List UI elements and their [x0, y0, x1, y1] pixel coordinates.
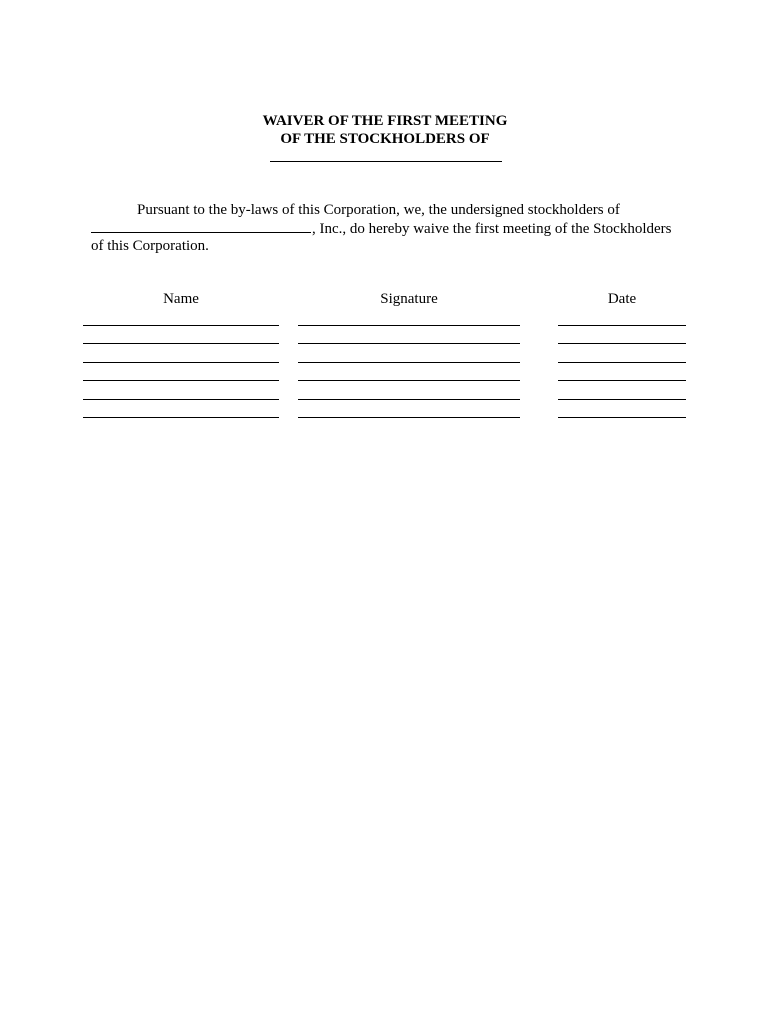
paragraph-line-2	[91, 219, 671, 238]
date-line-row-5[interactable]	[558, 399, 686, 400]
paragraph-line-1: Pursuant to the by-laws of this Corporation, we, the undersigned stockholders of	[137, 202, 620, 218]
paragraph-line-2-text: , Inc., do hereby waive the first meeting of the Stockholders	[312, 221, 672, 237]
name-line-row-4[interactable]	[83, 380, 279, 381]
column-header-signature: Signature	[380, 291, 438, 307]
date-line-row-2[interactable]	[558, 343, 686, 344]
company-name-blank[interactable]	[91, 219, 311, 233]
paragraph-line-3: of this Corporation.	[91, 238, 209, 254]
document-title-line-1: WAIVER OF THE FIRST MEETING	[262, 113, 508, 129]
signature-line-row-2[interactable]	[298, 343, 520, 344]
name-line-row-2[interactable]	[83, 343, 279, 344]
date-line-row-1[interactable]	[558, 325, 686, 326]
corporation-name-blank[interactable]	[270, 161, 502, 162]
date-line-row-6[interactable]	[558, 417, 686, 418]
signature-line-row-4[interactable]	[298, 380, 520, 381]
column-header-name: Name	[163, 291, 199, 307]
signature-line-row-5[interactable]	[298, 399, 520, 400]
signature-line-row-6[interactable]	[298, 417, 520, 418]
name-line-row-1[interactable]	[83, 325, 279, 326]
document-title-line-2: OF THE STOCKHOLDERS OF	[280, 131, 490, 147]
name-line-row-5[interactable]	[83, 399, 279, 400]
date-line-row-3[interactable]	[558, 362, 686, 363]
signature-line-row-3[interactable]	[298, 362, 520, 363]
name-line-row-3[interactable]	[83, 362, 279, 363]
column-header-date: Date	[607, 291, 637, 307]
date-line-row-4[interactable]	[558, 380, 686, 381]
name-line-row-6[interactable]	[83, 417, 279, 418]
signature-line-row-1[interactable]	[298, 325, 520, 326]
